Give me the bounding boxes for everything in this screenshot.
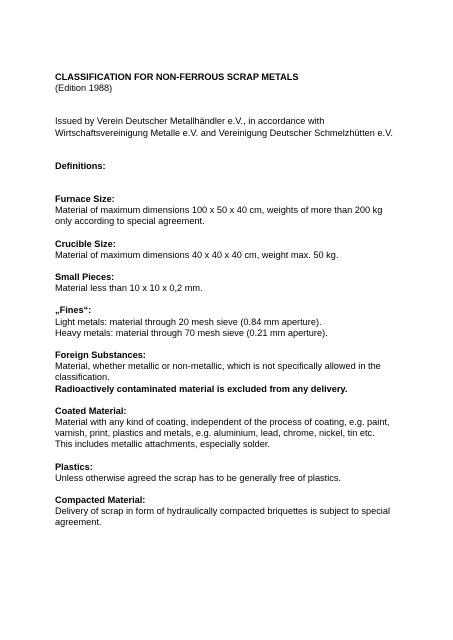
document-content xyxy=(55,72,415,529)
section-coated-material xyxy=(55,406,415,451)
section-text: Unless otherwise agreed the scrap has to be generally free of plastics. xyxy=(55,472,341,483)
issued-by-line-2: Wirtschaftsvereinigung Metalle e.V. and Vereinigung Deutscher Schmelzhütten e.V. xyxy=(55,127,393,138)
section-text: This includes metallic attachments, especially solder. xyxy=(55,439,270,450)
section-heading: Foreign Substances: xyxy=(55,350,146,361)
section-text: agreement. xyxy=(55,517,102,528)
section-text: Light metals: material through 20 mesh sieve (0.84 mm aperture). xyxy=(55,316,322,327)
section-fines xyxy=(55,305,415,339)
section-plastics xyxy=(55,462,415,484)
section-text: Material, whether metallic or non-metallic, which is not specifically allowed in the xyxy=(55,361,381,372)
section-text: Heavy metals: material through 70 mesh sieve (0.21 mm aperture). xyxy=(55,327,328,338)
section-small-pieces xyxy=(55,272,415,294)
section-text: Delivery of scrap in form of hydraulically compacted briquettes is subject to special xyxy=(55,506,390,517)
section-text: only according to special agreement. xyxy=(55,216,205,227)
section-furnace-size xyxy=(55,194,415,228)
definitions-heading: Definitions: xyxy=(55,160,106,171)
section-compacted-material xyxy=(55,495,415,529)
section-crucible-size xyxy=(55,239,415,261)
section-text: varnish, print, plastics and metals, e.g. aluminium, lead, chrome, nickel, tin etc. xyxy=(55,428,375,439)
section-heading: Furnace Size: xyxy=(55,194,115,205)
section-heading: Crucible Size: xyxy=(55,238,116,249)
document-edition: (Edition 1988) xyxy=(55,83,113,94)
section-heading: Coated Material: xyxy=(55,405,127,416)
document-title: CLASSIFICATION FOR NON-FERROUS SCRAP METALS xyxy=(55,72,299,82)
section-text: Material less than 10 x 10 x 0,2 mm. xyxy=(55,283,203,294)
section-heading: Small Pieces: xyxy=(55,272,115,283)
section-heading: „Fines“: xyxy=(55,305,92,316)
section-text: Material of maximum dimensions 100 x 50 x 40 cm, weights of more than 200 kg xyxy=(55,205,383,216)
section-text: Material of maximum dimensions 40 x 40 x 40 cm, weight max. 50 kg. xyxy=(55,249,339,260)
radioactive-exclusion-note: Radioactively contaminated material is excluded from any delivery. xyxy=(55,383,348,394)
issued-by-line-1: Issued by Verein Deutscher Metallhändler e.V., in accordance with xyxy=(55,116,325,127)
section-text: Material with any kind of coating, independent of the process of coating, e.g. paint, xyxy=(55,417,390,428)
section-heading: Compacted Material: xyxy=(55,495,146,506)
section-heading: Plastics: xyxy=(55,461,93,472)
section-foreign-substances xyxy=(55,350,415,395)
section-text: classification. xyxy=(55,372,110,383)
